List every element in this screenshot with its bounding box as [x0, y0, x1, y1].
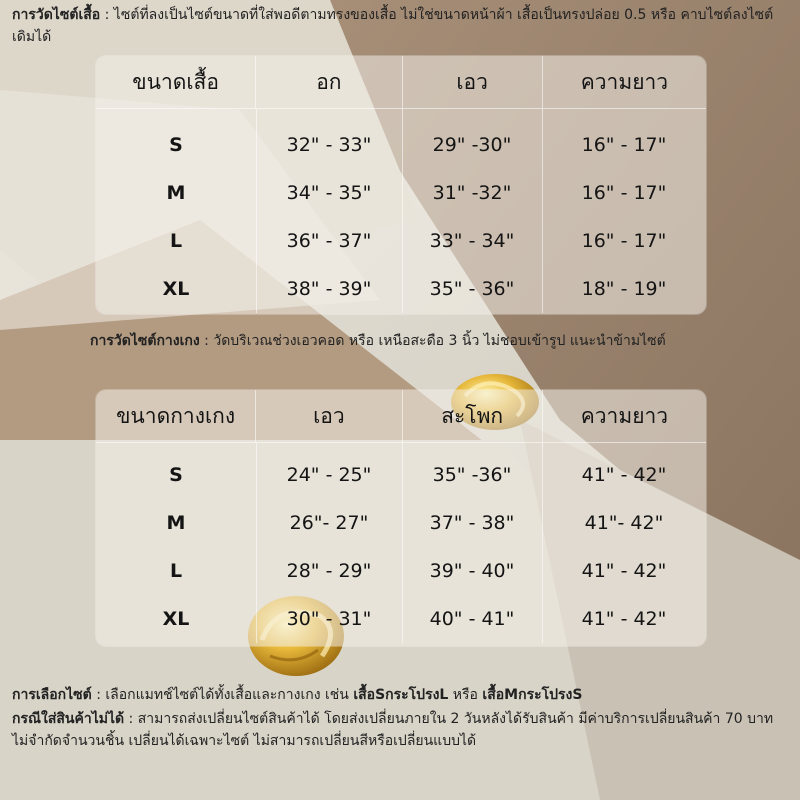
shirt-header-waist: เอว: [402, 56, 542, 108]
length-cell: 16" - 17": [581, 182, 667, 204]
length-cell: 41" - 42": [581, 464, 667, 486]
table-row: [96, 499, 706, 547]
chest-cell: 34" - 35": [286, 182, 372, 204]
table-row: [96, 217, 706, 265]
choose-example-1: เสื้อSกระโปรงL: [353, 687, 449, 703]
chest-cell: 38" - 39": [286, 278, 372, 300]
choose-size-note: [12, 684, 788, 706]
pants-size-note: [90, 330, 780, 352]
size-cell: S: [169, 464, 183, 486]
waist-cell: 28" - 29": [286, 560, 372, 582]
table-row: [96, 121, 706, 169]
hip-cell: 37" - 38": [429, 512, 515, 534]
pants-header-size: ขนาดกางเกง: [116, 403, 236, 428]
shirt-header-length: ความยาว: [542, 56, 706, 108]
pants-size-table: [96, 390, 706, 646]
length-cell: 16" - 17": [581, 230, 667, 252]
choose-example-2: เสื้อMกระโปรงS: [482, 687, 583, 703]
chest-cell: 32" - 33": [286, 134, 372, 156]
waist-cell: 29" -30": [432, 134, 512, 156]
choose-note-text: : เลือกแมทช์ไซต์ได้ทั้งเสื้อและกางเกง เช่น: [91, 687, 354, 703]
waist-cell: 24" - 25": [286, 464, 372, 486]
pants-note-label: การวัดไซต์กางเกง: [90, 333, 200, 349]
length-cell: 41" - 42": [581, 608, 667, 630]
size-cell: XL: [162, 608, 190, 630]
waist-cell: 30" - 31": [286, 608, 372, 630]
pants-header-length: ความยาว: [542, 390, 706, 442]
waist-cell: 35" - 36": [429, 278, 515, 300]
pants-header-hip: สะโพก: [402, 390, 542, 442]
size-cell: L: [169, 230, 183, 252]
table-row: [96, 169, 706, 217]
waist-cell: 31" -32": [432, 182, 512, 204]
hip-cell: 40" - 41": [429, 608, 515, 630]
choose-note-label: การเลือกไซต์: [12, 687, 92, 703]
pants-table-header: [96, 390, 706, 443]
table-row: [96, 547, 706, 595]
choose-note-or: หรือ: [448, 687, 483, 703]
table-row: [96, 451, 706, 499]
table-row: [96, 265, 706, 313]
exchange-note-label: กรณีใส่สินค้าไม่ได้: [12, 711, 125, 727]
chest-cell: 36" - 37": [286, 230, 372, 252]
length-cell: 41"- 42": [584, 512, 664, 534]
hip-cell: 39" - 40": [429, 560, 515, 582]
size-cell: M: [166, 512, 186, 534]
shirt-header-size: ขนาดเสื้อ: [132, 69, 219, 94]
shirt-table-body: [96, 109, 706, 313]
shirt-note-text: : ไซต์ที่ลงเป็นไซต์ขนาดที่ใส่พอดีตามทรงของเสื้อ ไม่ใช่ขนาดหน้าผ้า เสื้อเป็นทรงปล่อย 0.5 หรือ คาบไซต์ลงไซต์เดิมได้: [12, 7, 774, 45]
shirt-note-label: การวัดไซต์เสื้อ: [12, 7, 101, 23]
length-cell: 16" - 17": [581, 134, 667, 156]
pants-table-body: [96, 443, 706, 643]
length-cell: 41" - 42": [581, 560, 667, 582]
exchange-note-text: : สามารถส่งเปลี่ยนไซต์สินค้าได้ โดยส่งเปลี่ยนภายใน 2 วันหลังได้รับสินค้า มีค่าบริการเปลี่ยนสินค้า 70 บาท ไม่จำกัดจำนวนชิ้น เปลี่ยนได้เฉพาะไซต์ ไม่สามารถเปลี่ยนสีหรือเปลี่ยนแบบได้: [12, 711, 774, 749]
length-cell: 18" - 19": [581, 278, 667, 300]
waist-cell: 33" - 34": [429, 230, 515, 252]
size-cell: XL: [162, 278, 190, 300]
waist-cell: 26"- 27": [289, 512, 369, 534]
pants-note-text: : วัดบริเวณช่วงเอวคอด หรือ เหนือสะดือ 3 นิ้ว ไม่ชอบเข้ารูป แนะนำข้ามไซต์: [199, 333, 666, 349]
shirt-header-chest: อก: [255, 56, 401, 108]
size-cell: M: [166, 182, 186, 204]
shirt-size-table: [96, 56, 706, 314]
shirt-size-note: [12, 4, 788, 48]
pants-header-waist: เอว: [255, 390, 401, 442]
shirt-table-header: [96, 56, 706, 109]
exchange-note: [12, 708, 788, 752]
size-cell: L: [169, 560, 183, 582]
table-row: [96, 595, 706, 643]
size-cell: S: [169, 134, 183, 156]
hip-cell: 35" -36": [432, 464, 512, 486]
